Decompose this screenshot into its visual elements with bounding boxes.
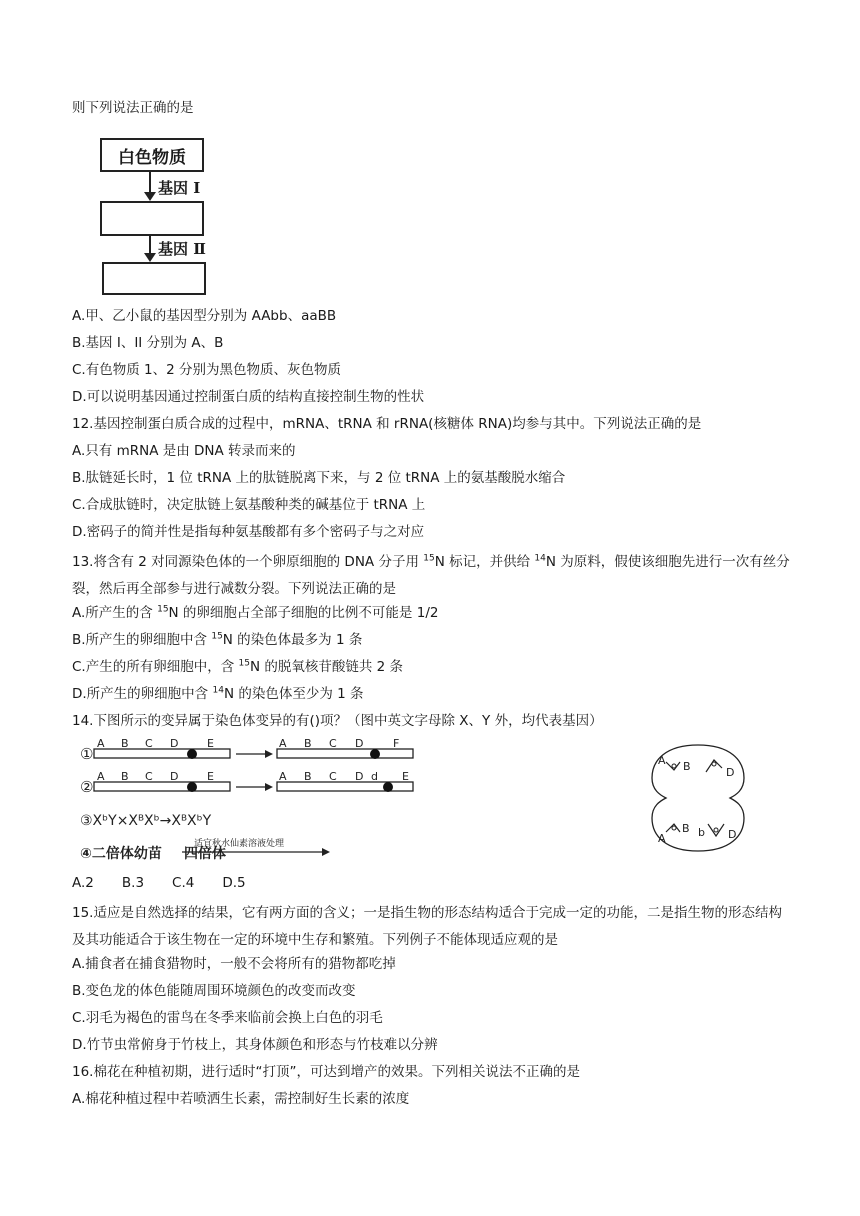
q11-option-a: A.甲、乙小鼠的基因型分别为 AAbb、aaBB (72, 308, 337, 324)
q13-option-d: D.所产生的卵细胞中含 $^{14}$N 的染色体至少为 1 条 (72, 685, 364, 702)
q15-option-a: A.捕食者在捕食猎物时，一般不会将所有的猎物都吃掉 (72, 956, 396, 972)
intro-text: 则下列说法正确的是 (72, 100, 194, 116)
gene-label: B (683, 760, 691, 773)
q13-option-b: B.所产生的卵细胞中含 $^{15}$N 的染色体最多为 1 条 (72, 631, 363, 648)
arrow-1 (140, 170, 160, 201)
q15-option-c: C.羽毛为褐色的雷鸟在冬季来临前会换上白色的羽毛 (72, 1010, 383, 1026)
row1-label: ① (80, 745, 94, 763)
gene-label: B (121, 738, 129, 750)
gene-label: D (355, 770, 364, 783)
gene-label: C (329, 738, 337, 750)
gene-label: b (698, 826, 705, 839)
q13-stem: 13.将含有 2 对同源染色体的一个卵原细胞的 DNA 分子用 $^{15}$N 标记，并供给 $^{14}$N 为原料，假使该细胞先进行一次有丝分裂，然后再全部参与进行减数分裂。下列说法正确的是 (72, 553, 790, 597)
choice-a: A.2 (72, 875, 94, 891)
centromere (187, 782, 197, 792)
gene-label: A (279, 738, 287, 750)
gene-label: C (145, 770, 153, 783)
q12-option-b: B.肽链延长时，1 位 tRNA 上的肽链脱离下来，与 2 位 tRNA 上的氨基酸脱水缩合 (72, 470, 566, 486)
choice-b: B.3 (121, 875, 145, 891)
row4-label: ④二倍体幼苗 (80, 846, 162, 862)
gene-label: E (207, 770, 214, 783)
q15-option-b: B.变色龙的体色能随周围环境颜色的改变而改变 (72, 983, 356, 999)
gene-label: D (726, 766, 735, 779)
choice-d: D.5 (222, 875, 246, 891)
gene-2-label: 基因 Ⅱ (158, 240, 206, 258)
q16-stem: 16.棉花在种植初期，进行适时“打顶”，可达到增产的效果。下列相关说法不正确的是 (72, 1064, 580, 1080)
row1-left-chromosome (94, 749, 230, 758)
middle-box (100, 201, 204, 236)
gene-1-label: 基因 Ⅰ (158, 179, 201, 197)
gene-label: C (329, 770, 337, 783)
q15-stem: 15.适应是自然选择的结果，它有两方面的含义；一是指生物的形态结构适合于完成一定的功能，二是指生物的形态结构及其功能适合于该生物在一定的环境中生存和繁殖。下列例子不能体现适应观的是 (72, 905, 782, 948)
gene-label: A (97, 770, 105, 783)
q12-option-d: D.密码子的简并性是指每种氨基酸都有多个密码子与之对应 (72, 524, 425, 540)
row1-right-chromosome (277, 749, 413, 758)
gene-label: B (121, 770, 129, 783)
q12-option-c: C.合成肽链时，决定肽链上氨基酸种类的碱基位于 tRNA 上 (72, 497, 426, 513)
gene-label: A (658, 754, 666, 767)
gene-label: B (304, 770, 312, 783)
q16-option-a: A.棉花种植过程中若喷洒生长素，需控制好生长素的浓度 (72, 1091, 410, 1107)
centromere (370, 749, 380, 759)
arrow-2 (140, 234, 160, 262)
chromosome-variation-diagram (72, 738, 432, 866)
gene-label: A (658, 832, 666, 845)
white-substance-box (100, 138, 204, 172)
gene-label: F (393, 738, 400, 750)
q14-choices (72, 873, 274, 893)
q13-option-c: C.产生的所有卵细胞中，含 $^{15}$N 的脱氧核苷酸链共 2 条 (72, 658, 404, 675)
bottom-box (102, 262, 206, 295)
q12-option-a: A.只有 mRNA 是由 DNA 转录而来的 (72, 443, 296, 459)
centromere (383, 782, 393, 792)
q11-option-d: D.可以说明基因通过控制蛋白质的结构直接控制生物的性状 (72, 389, 425, 405)
row4-arrow-text: 适宜秋水仙素溶液处理 (194, 839, 285, 849)
gene-label: D (728, 828, 737, 841)
gene-label: A (97, 738, 105, 750)
gene-label: E (402, 770, 409, 783)
gene-label: B (304, 738, 312, 750)
gene-label: D (170, 770, 179, 783)
white-substance-label: 白色物质 (118, 147, 186, 168)
dividing-cell-diagram (646, 740, 750, 856)
row2-label: ② (80, 778, 94, 796)
row4-result: 四倍体 (184, 846, 226, 862)
row2-left-chromosome (94, 782, 230, 791)
q11-option-c: C.有色物质 1、2 分别为黑色物质、灰色物质 (72, 362, 341, 378)
gene-label: B (682, 822, 690, 835)
gene-label: C (145, 738, 153, 750)
choice-c: C.4 (172, 875, 195, 891)
gene-label: E (207, 738, 214, 750)
gene-label: D (355, 738, 364, 750)
q14-stem: 14.下图所示的变异属于染色体变异的有()项？（图中英文字母除 X、Y 外，均代表基因） (72, 713, 603, 729)
q13-option-a: A.所产生的含 $^{15}$N 的卵细胞占全部子细胞的比例不可能是 1/2 (72, 604, 439, 621)
q11-option-b: B.基因 I、II 分别为 A、B (72, 335, 224, 351)
row3-text: ③XᵇY×XᴮXᵇ→XᴮXᵇY (80, 813, 212, 829)
gene-label: d (371, 770, 378, 783)
q12-stem: 12.基因控制蛋白质合成的过程中，mRNA、tRNA 和 rRNA(核糖体 RNA)均参与其中。下列说法正确的是 (72, 416, 702, 432)
gene-label: A (279, 770, 287, 783)
centromere (187, 749, 197, 759)
q15-option-d: D.竹节虫常俯身于竹枝上，其身体颜色和形态与竹枝难以分辨 (72, 1037, 438, 1053)
gene-label: D (170, 738, 179, 750)
